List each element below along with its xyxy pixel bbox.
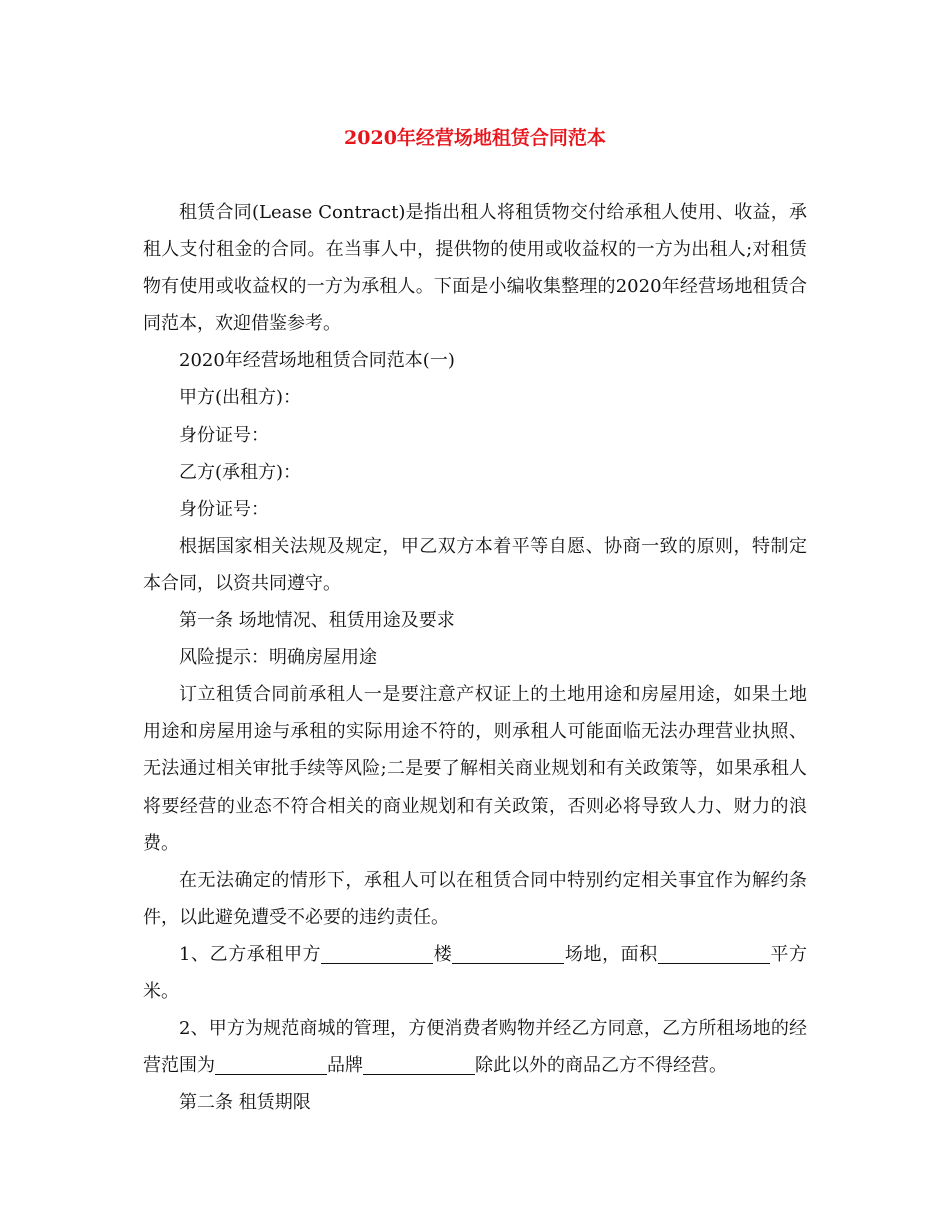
- article-2-title: 第二条 租赁期限: [179, 1092, 311, 1114]
- clause-1-text-3: 场地，面积: [564, 943, 658, 965]
- article-1-title: 第一条 场地情况、租赁用途及要求: [179, 610, 455, 632]
- party-a-label: 甲方(出租方)：: [179, 387, 302, 409]
- clause-1: [143, 936, 807, 1010]
- document-page: [143, 0, 807, 1230]
- preamble-paragraph: 根据国家相关法规及规定，甲乙双方本着平等自愿、协商一致的原则，特制定本合同，以资共同遵守。: [143, 535, 807, 594]
- intro-paragraph: 租赁合同(Lease Contract)是指出租人将租赁物交付给承租人使用、收益，承租人支付租金的合同。在当事人中，提供物的使用或收益权的一方为出租人;对租赁物有使用或收益权的一方为承租人。下面是小编收集整理的2020年经营场地租赁合同范本，欢迎借鉴参考。: [143, 202, 807, 335]
- clause-2-text-1: 2、甲方为规范商城的管理，方便消费者购物并经乙方同意，乙方所租场地的经营范围为: [143, 1018, 807, 1077]
- party-b-id-label: 身份证号：: [179, 498, 269, 520]
- clause-2-text-2: 品牌: [327, 1055, 363, 1077]
- party-b-label: 乙方(承租方)：: [179, 461, 302, 483]
- clause-2: [143, 1010, 807, 1084]
- risk-paragraph-2: 在无法确定的情形下，承租人可以在租赁合同中特别约定相关事宜作为解约条件，以此避免遭受不必要的违约责任。: [143, 869, 807, 928]
- party-a-id-label: 身份证号：: [179, 424, 269, 446]
- section-heading: 2020年经营场地租赁合同范本(一): [179, 350, 455, 372]
- clause-1-text-1: 1、乙方承租甲方: [179, 943, 322, 965]
- risk-tip: 风险提示：明确房屋用途: [179, 647, 377, 669]
- area-blank: [658, 945, 770, 964]
- clause-2-text-3: 除此以外的商品乙方不得经营。: [475, 1055, 727, 1077]
- site-blank: [452, 945, 564, 964]
- clause-1-text-2: 楼: [433, 943, 453, 965]
- document-title: 2020年经营场地租赁合同范本: [344, 127, 606, 149]
- floor-blank: [321, 945, 433, 964]
- document-body: [143, 194, 807, 1121]
- scope-blank: [215, 1056, 327, 1075]
- brand-blank: [363, 1056, 475, 1075]
- risk-paragraph-1: 订立租赁合同前承租人一是要注意产权证上的土地用途和房屋用途，如果土地用途和房屋用途与承租的实际用途不符的，则承租人可能面临无法办理营业执照、无法通过相关审批手续等风险;二是要了解相关商业规划和有关政策等，如果承租人将要经营的业态不符合相关的商业规划和有关政策，否则必将导致人力、财力的浪费。: [143, 684, 807, 854]
- clause-1-text-4: 平方米。: [143, 943, 807, 1002]
